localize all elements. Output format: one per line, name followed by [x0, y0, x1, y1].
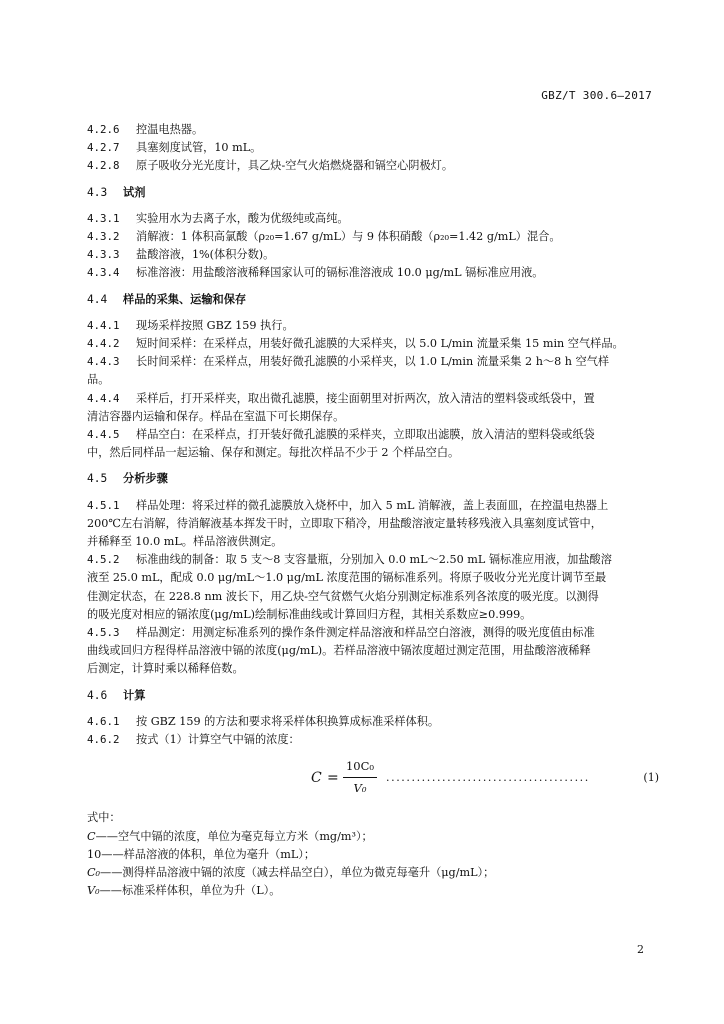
- item-number: 4.4.2: [87, 337, 120, 351]
- item-4-5-2-line3: 佳测定状态，在 228.8 nm 波长下，用乙炔-空气贫燃气火焰分别测定标准系列各浓度的吸光度。以测得: [87, 589, 599, 603]
- item-4-5-3-line2: 曲线或回归方程得样品溶液中镉的浓度(μg/mL)。若样品溶液中镉浓度超过测定范围，用盐酸溶液稀释: [87, 644, 591, 658]
- item-text: 现场采样按照 GBZ 159 执行。: [136, 318, 294, 332]
- section-heading-4-3: [87, 184, 659, 202]
- item-number: 4.4.1: [87, 318, 120, 332]
- item-number: 4.5.1: [87, 498, 120, 512]
- item-number: 4.4.5: [87, 428, 120, 442]
- item-4-5-2-line2: 液至 25.0 mL，配成 0.0 μg/mL～1.0 μg/mL 浓度范围的镉标准系列。将原子吸收分光光度计调节至最: [87, 571, 607, 585]
- item-4-4-4: [87, 390, 659, 408]
- variable-dash: ——: [95, 829, 118, 843]
- section-title: 计算: [123, 688, 146, 702]
- item-4-2-8: [87, 157, 659, 175]
- item-number: 4.3.4: [87, 266, 120, 280]
- section-title: 分析步骤: [123, 472, 168, 486]
- variable-symbol: V₀: [87, 884, 100, 898]
- formula-1: [87, 757, 659, 803]
- section-number: 4.5: [87, 472, 108, 486]
- item-text: 实验用水为去离子水，酸为优级纯或高纯。: [136, 211, 349, 225]
- item-number: 4.4.3: [87, 355, 120, 369]
- formula-lhs: C: [311, 770, 322, 787]
- variable-symbol: C: [87, 829, 96, 843]
- item-4-5-2-line4: 的吸光度对相应的镉浓度(μg/mL)绘制标准曲线或计算回归方程，其相关系数应≥0.999。: [87, 607, 532, 621]
- variable-description: 测得样品溶液中镉的浓度（减去样品空白），单位为微克每毫升（μg/mL）；: [122, 865, 495, 879]
- variable-dash: ——: [99, 884, 122, 898]
- item-text: 按式（1）计算空气中镉的浓度：: [136, 733, 300, 747]
- page-number: 2: [637, 943, 644, 956]
- variable-description: 样品溶液的体积，单位为毫升（mL）；: [123, 847, 316, 861]
- variable-description: 标准采样体积，单位为升（L）。: [121, 884, 281, 898]
- formula-leader-dots: ........................................: [386, 771, 590, 785]
- item-4-5-3-line3: 后测定，计算时乘以稀释倍数。: [87, 662, 244, 676]
- variable-dash: ——: [100, 865, 123, 879]
- item-text: 采样后，打开采样夹，取出微孔滤膜，接尘面朝里对折两次，放入清洁的塑料袋或纸袋中，置: [136, 391, 595, 405]
- variable-definition: [87, 864, 659, 882]
- item-4-5-2: [87, 551, 659, 569]
- item-text: 短时间采样：在采样点，用装好微孔滤膜的大采样夹，以 5.0 L/min 流量采集 15 min 空气样品。: [136, 337, 624, 351]
- variable-symbol: C₀: [87, 865, 101, 879]
- page-content: [87, 121, 659, 900]
- item-4-4-4-continued: 清洁容器内运输和保存。样品在室温下可长期保存。: [87, 409, 345, 423]
- section-heading-4-5: [87, 470, 659, 488]
- item-4-3-1: [87, 210, 659, 228]
- section-heading-4-6: [87, 687, 659, 705]
- formula-equals: =: [327, 770, 339, 787]
- item-number: 4.5.3: [87, 626, 120, 640]
- formula-denominator: V₀: [353, 780, 367, 795]
- variable-dash: ——: [101, 847, 124, 861]
- item-text: 消解液：1 体积高氯酸（ρ₂₀=1.67 g/mL）与 9 体积硝酸（ρ₂₀=1.42 g/mL）混合。: [136, 230, 561, 244]
- item-number: 4.3.3: [87, 248, 120, 262]
- item-number: 4.2.7: [87, 141, 120, 155]
- variable-definition: [87, 846, 659, 864]
- where-block: [87, 809, 659, 900]
- item-4-4-5: [87, 426, 659, 444]
- item-number: 4.4.4: [87, 391, 120, 405]
- formula-fraction: [343, 757, 377, 796]
- item-4-4-1: [87, 317, 659, 335]
- item-number: 4.6.2: [87, 733, 120, 747]
- item-4-6-2: [87, 731, 659, 749]
- item-number: 4.6.1: [87, 714, 120, 728]
- formula-number: (1): [643, 771, 659, 785]
- variable-symbol: 10: [87, 847, 102, 861]
- item-text: 长时间采样：在采样点，用装好微孔滤膜的小采样夹，以 1.0 L/min 流量采集 2 h～8 h 空气样: [136, 355, 610, 369]
- item-4-2-6: [87, 121, 659, 139]
- variable-definition: [87, 828, 659, 846]
- item-text: 标准溶液：用盐酸溶液稀释国家认可的镉标准溶液成 10.0 μg/mL 镉标准应用液。: [136, 266, 544, 280]
- item-number: 4.5.2: [87, 553, 120, 567]
- item-4-4-2: [87, 335, 659, 353]
- item-text: 控温电热器。: [136, 123, 204, 136]
- item-text: 样品处理：将采过样的微孔滤膜放入烧杯中，加入 5 mL 消解液，盖上表面皿，在控温电热器上: [136, 498, 609, 512]
- item-number: 4.2.8: [87, 159, 120, 173]
- section-number: 4.4: [87, 292, 108, 306]
- item-4-2-7: [87, 139, 659, 157]
- section-number: 4.3: [87, 185, 108, 199]
- item-4-6-1: [87, 713, 659, 731]
- item-4-3-4: [87, 264, 659, 282]
- item-4-3-2: [87, 228, 659, 246]
- item-text: 原子吸收分光光度计，具乙炔-空气火焰燃烧器和镉空心阴极灯。: [136, 159, 454, 173]
- item-4-5-1-line3: 并稀释至 10.0 mL。样品溶液供测定。: [87, 535, 283, 549]
- item-text: 标准曲线的制备：取 5 支～8 支容量瓶，分别加入 0.0 mL～2.50 mL 镉标准应用液，加盐酸溶: [136, 553, 612, 567]
- item-4-3-3: [87, 246, 659, 264]
- item-text: 具塞刻度试管，10 mL。: [136, 141, 262, 155]
- variable-definition: [87, 882, 659, 900]
- item-text: 样品测定：用测定标准系列的操作条件测定样品溶液和样品空白溶液，测得的吸光度值由标准: [136, 626, 595, 640]
- where-label: 式中：: [87, 811, 121, 825]
- standard-code-header: GBZ/T 300.6—2017: [541, 89, 652, 102]
- item-number: 4.3.2: [87, 230, 120, 244]
- section-title: 样品的采集、运输和保存: [123, 292, 247, 306]
- item-text: 盐酸溶液，1%(体积分数)。: [136, 248, 275, 262]
- item-text: 样品空白：在采样点，打开装好微孔滤膜的采样夹，立即取出滤膜，放入清洁的塑料袋或纸袋: [136, 428, 595, 442]
- section-heading-4-4: [87, 291, 659, 309]
- variable-description: 空气中镉的浓度，单位为毫克每立方米（mg/m³）；: [117, 829, 373, 843]
- section-number: 4.6: [87, 688, 108, 702]
- item-4-4-5-continued: 中，然后同样品一起运输、保存和测定。每批次样品不少于 2 个样品空白。: [87, 446, 460, 460]
- item-number: 4.2.6: [87, 123, 120, 136]
- item-4-5-1: [87, 497, 659, 515]
- formula-numerator: 10C₀: [343, 757, 377, 777]
- item-4-4-3-continued: 品。: [87, 373, 110, 387]
- item-4-5-3: [87, 624, 659, 642]
- item-4-5-1-line2: 200℃左右消解，待消解液基本挥发干时，立即取下稍冷，用盐酸溶液定量转移残液入具塞刻度试管中，: [87, 516, 602, 530]
- item-text: 按 GBZ 159 的方法和要求将采样体积换算成标准采样体积。: [136, 714, 440, 728]
- item-4-4-3: [87, 353, 659, 371]
- item-number: 4.3.1: [87, 211, 120, 225]
- section-title: 试剂: [123, 185, 146, 199]
